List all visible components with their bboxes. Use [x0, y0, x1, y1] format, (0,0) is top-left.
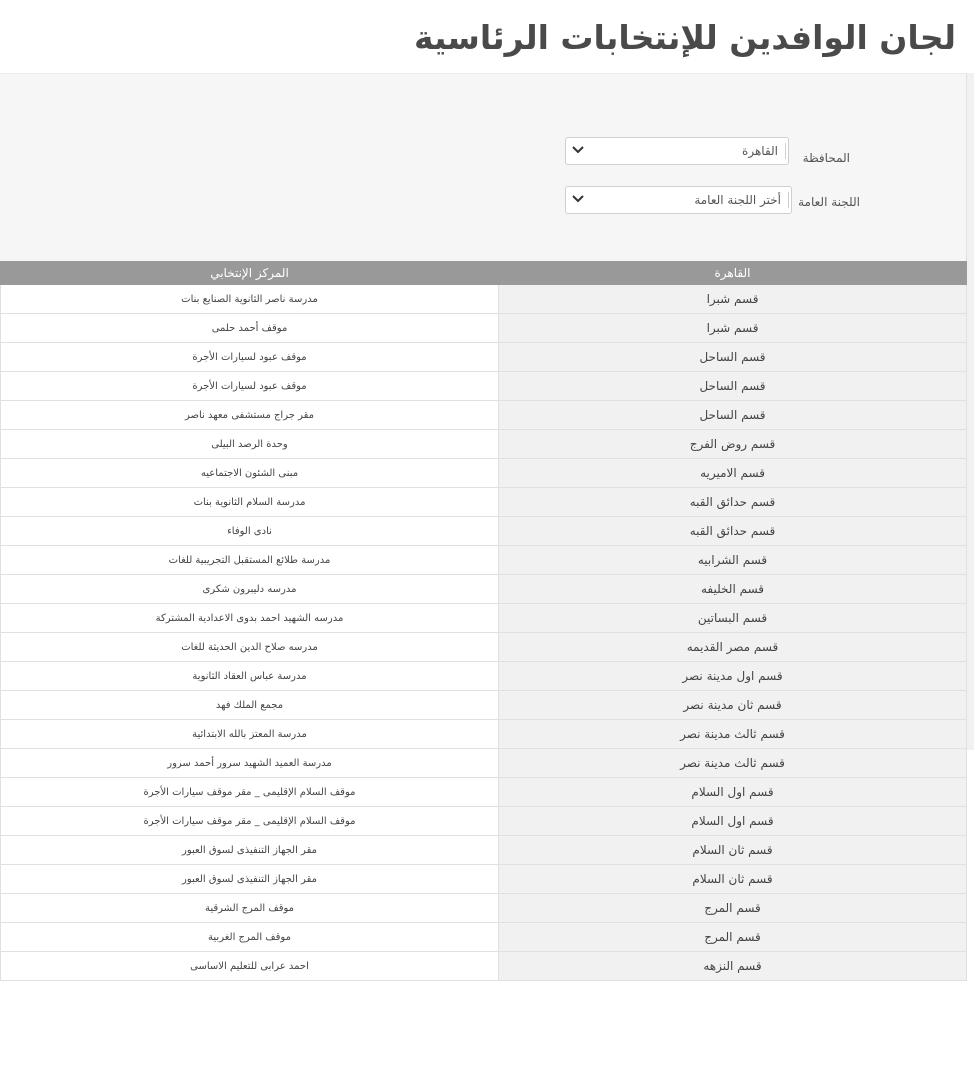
- chevron-down-icon: [572, 195, 584, 203]
- polling-center-cell: موقف المرج الغربية: [1, 923, 499, 952]
- table-row: [1, 894, 967, 923]
- district-cell: قسم ثان السلام: [499, 836, 967, 865]
- polling-center-cell: مجمع الملك فهد: [1, 691, 499, 720]
- polling-center-cell: موقف السلام الإقليمى _ مقر موقف سيارات الأجرة: [1, 807, 499, 836]
- table-row: [1, 633, 967, 662]
- district-cell: قسم شبرا: [499, 314, 967, 343]
- polling-center-cell: مدرسة عباس العقاد الثانوية: [1, 662, 499, 691]
- polling-center-cell: مدرسة المعتز بالله الابتدائية: [1, 720, 499, 749]
- polling-center-cell: موقف عبود لسيارات الأجرة: [1, 343, 499, 372]
- polling-center-cell: مبنى الشئون الاجتماعيه: [1, 459, 499, 488]
- district-cell: قسم ثالث مدينة نصر: [499, 720, 967, 749]
- district-cell: قسم اول مدينة نصر: [499, 662, 967, 691]
- district-cell: قسم الساحل: [499, 343, 967, 372]
- table-row: [1, 952, 967, 981]
- district-cell: قسم الاميريه: [499, 459, 967, 488]
- polling-center-cell: مدرسه دليبرون شكرى: [1, 575, 499, 604]
- table-row: [1, 807, 967, 836]
- filter-panel: [0, 73, 966, 261]
- column-header-district: القاهرة: [499, 262, 967, 285]
- district-cell: قسم الخليفه: [499, 575, 967, 604]
- district-cell: قسم مصر القديمه: [499, 633, 967, 662]
- governorate-label: المحافظة: [802, 151, 850, 165]
- district-cell: قسم المرج: [499, 923, 967, 952]
- column-header-center: المركز الإنتخابي: [1, 262, 499, 285]
- page-title: لجان الوافدين للإنتخابات الرئاسية: [413, 18, 956, 57]
- polling-center-cell: مدرسة السلام الثانوية بنات: [1, 488, 499, 517]
- polling-center-cell: مقر جراج مستشفى معهد ناصر: [1, 401, 499, 430]
- polling-center-cell: موقف المرج الشرقية: [1, 894, 499, 923]
- chevron-down-icon: [572, 146, 584, 154]
- district-cell: قسم ثان السلام: [499, 865, 967, 894]
- district-cell: قسم شبرا: [499, 285, 967, 314]
- table-row: [1, 836, 967, 865]
- table-row: [1, 488, 967, 517]
- polling-center-cell: وحدة الرصد البيلى: [1, 430, 499, 459]
- side-scroll-strip: [966, 73, 974, 750]
- table-row: [1, 314, 967, 343]
- district-cell: قسم النزهه: [499, 952, 967, 981]
- district-cell: قسم الساحل: [499, 372, 967, 401]
- polling-center-cell: مدرسه صلاح الدين الحديثة للغات: [1, 633, 499, 662]
- general-committee-label: اللجنة العامة: [798, 195, 860, 209]
- table-row: [1, 459, 967, 488]
- table-row: [1, 575, 967, 604]
- polling-center-cell: احمد عرابى للتعليم الاساسى: [1, 952, 499, 981]
- district-cell: قسم البساتين: [499, 604, 967, 633]
- polling-center-cell: مدرسه الشهيد احمد بدوى الاعدادية المشتركة: [1, 604, 499, 633]
- polling-center-cell: موقف عبود لسيارات الأجرة: [1, 372, 499, 401]
- polling-center-cell: موقف السلام الإقليمى _ مقر موقف سيارات الأجرة: [1, 778, 499, 807]
- general-committee-select[interactable]: [565, 186, 792, 214]
- table-row: [1, 372, 967, 401]
- table-row: [1, 604, 967, 633]
- table-row: [1, 662, 967, 691]
- district-cell: قسم الشرابيه: [499, 546, 967, 575]
- table-row: [1, 778, 967, 807]
- general-committee-select-value: أختر اللجنة العامة: [694, 193, 781, 207]
- table-row: [1, 923, 967, 952]
- table-row: [1, 517, 967, 546]
- polling-center-cell: مدرسة العميد الشهيد سرور أحمد سرور: [1, 749, 499, 778]
- district-cell: قسم ثان مدينة نصر: [499, 691, 967, 720]
- polling-center-cell: نادى الوفاء: [1, 517, 499, 546]
- polling-center-cell: مقر الجهاز التنفيذى لسوق العبور: [1, 865, 499, 894]
- table-row: [1, 691, 967, 720]
- governorate-select-value: القاهرة: [742, 144, 778, 158]
- table-body: [1, 285, 967, 981]
- polling-center-cell: مدرسة ناصر الثانوية الصنايع بنات: [1, 285, 499, 314]
- polling-center-cell: مقر الجهاز التنفيذى لسوق العبور: [1, 836, 499, 865]
- table-row: [1, 865, 967, 894]
- district-cell: قسم الساحل: [499, 401, 967, 430]
- district-cell: قسم حدائق القبه: [499, 488, 967, 517]
- table-row: [1, 285, 967, 314]
- district-cell: قسم المرج: [499, 894, 967, 923]
- table-row: [1, 343, 967, 372]
- table-row: [1, 401, 967, 430]
- district-cell: قسم ثالث مدينة نصر: [499, 749, 967, 778]
- polling-center-cell: موقف أحمد حلمى: [1, 314, 499, 343]
- district-cell: قسم حدائق القبه: [499, 517, 967, 546]
- district-cell: قسم اول السلام: [499, 778, 967, 807]
- table-row: [1, 430, 967, 459]
- polling-center-cell: مدرسة طلائع المستقبل التجريبية للغات: [1, 546, 499, 575]
- table-row: [1, 720, 967, 749]
- district-cell: قسم روض الفرج: [499, 430, 967, 459]
- table-header-row: [1, 262, 967, 285]
- governorate-select[interactable]: [565, 137, 789, 165]
- table-row: [1, 546, 967, 575]
- table-row: [1, 749, 967, 778]
- district-cell: قسم اول السلام: [499, 807, 967, 836]
- committees-table: [0, 261, 967, 981]
